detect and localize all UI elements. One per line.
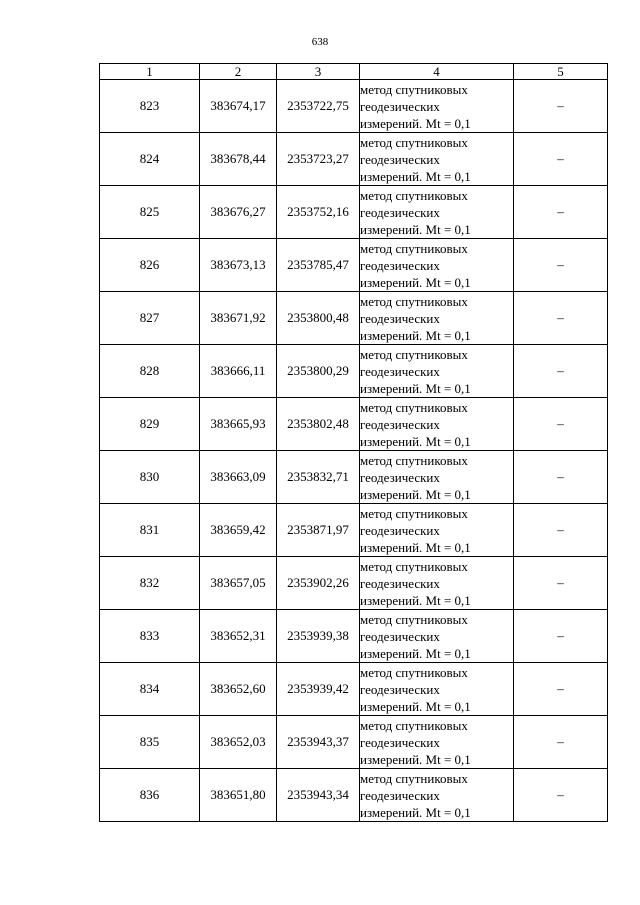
method-line: измерений. Mt = 0,1 (360, 274, 471, 290)
table-row (100, 80, 608, 133)
method-line: геодезических (360, 98, 440, 114)
method-line: метод спутниковых (360, 505, 468, 521)
note-cell: – (514, 451, 608, 504)
method-cell (360, 186, 514, 239)
method-line: геодезических (360, 151, 440, 167)
point-number-cell: 824 (100, 133, 200, 186)
table-body (100, 80, 608, 822)
x-coordinate-cell: 383652,31 (200, 610, 277, 663)
table-row (100, 345, 608, 398)
note-cell: – (514, 504, 608, 557)
point-number-cell: 827 (100, 292, 200, 345)
note-cell: – (514, 345, 608, 398)
method-line: измерений. Mt = 0,1 (360, 645, 471, 661)
y-coordinate-cell: 2353902,26 (277, 557, 360, 610)
coordinates-table (99, 63, 608, 822)
table-row (100, 716, 608, 769)
table-row (100, 557, 608, 610)
x-coordinate-cell: 383674,17 (200, 80, 277, 133)
y-coordinate-cell: 2353832,71 (277, 451, 360, 504)
table-header (100, 64, 608, 80)
method-line: геодезических (360, 310, 440, 326)
method-line: геодезических (360, 257, 440, 273)
header-col-4: 4 (360, 64, 514, 80)
method-line: измерений. Mt = 0,1 (360, 115, 471, 131)
note-cell: – (514, 398, 608, 451)
x-coordinate-cell: 383652,03 (200, 716, 277, 769)
point-number-cell: 828 (100, 345, 200, 398)
table-row (100, 186, 608, 239)
method-line: метод спутниковых (360, 134, 468, 150)
table-row (100, 663, 608, 716)
x-coordinate-cell: 383651,80 (200, 769, 277, 822)
note-cell: – (514, 292, 608, 345)
point-number-cell: 830 (100, 451, 200, 504)
point-number-cell: 835 (100, 716, 200, 769)
x-coordinate-cell: 383678,44 (200, 133, 277, 186)
point-number-cell: 834 (100, 663, 200, 716)
y-coordinate-cell: 2353723,27 (277, 133, 360, 186)
method-line: метод спутниковых (360, 399, 468, 415)
method-line: измерений. Mt = 0,1 (360, 433, 471, 449)
x-coordinate-cell: 383665,93 (200, 398, 277, 451)
point-number-cell: 836 (100, 769, 200, 822)
method-line: измерений. Mt = 0,1 (360, 221, 471, 237)
method-cell (360, 610, 514, 663)
method-cell (360, 451, 514, 504)
table-row (100, 398, 608, 451)
note-cell: – (514, 610, 608, 663)
table-row (100, 504, 608, 557)
method-cell (360, 398, 514, 451)
method-line: метод спутниковых (360, 452, 468, 468)
method-line: измерений. Mt = 0,1 (360, 539, 471, 555)
table-row (100, 239, 608, 292)
y-coordinate-cell: 2353939,38 (277, 610, 360, 663)
method-line: метод спутниковых (360, 770, 468, 786)
method-line: геодезических (360, 522, 440, 538)
x-coordinate-cell: 383657,05 (200, 557, 277, 610)
method-line: геодезических (360, 416, 440, 432)
method-line: геодезических (360, 787, 440, 803)
note-cell: – (514, 186, 608, 239)
x-coordinate-cell: 383673,13 (200, 239, 277, 292)
method-line: метод спутниковых (360, 664, 468, 680)
method-line: метод спутниковых (360, 240, 468, 256)
method-line: измерений. Mt = 0,1 (360, 327, 471, 343)
method-line: геодезических (360, 681, 440, 697)
point-number-cell: 826 (100, 239, 200, 292)
x-coordinate-cell: 383666,11 (200, 345, 277, 398)
method-cell (360, 504, 514, 557)
note-cell: – (514, 80, 608, 133)
method-line: метод спутниковых (360, 717, 468, 733)
note-cell: – (514, 769, 608, 822)
point-number-cell: 825 (100, 186, 200, 239)
header-row (100, 64, 608, 80)
method-line: геодезических (360, 628, 440, 644)
method-line: измерений. Mt = 0,1 (360, 168, 471, 184)
method-line: метод спутниковых (360, 81, 468, 97)
table-row (100, 610, 608, 663)
point-number-cell: 833 (100, 610, 200, 663)
y-coordinate-cell: 2353871,97 (277, 504, 360, 557)
x-coordinate-cell: 383659,42 (200, 504, 277, 557)
table-row (100, 451, 608, 504)
method-cell (360, 292, 514, 345)
method-cell (360, 557, 514, 610)
header-col-3: 3 (277, 64, 360, 80)
x-coordinate-cell: 383676,27 (200, 186, 277, 239)
x-coordinate-cell: 383671,92 (200, 292, 277, 345)
header-col-2: 2 (200, 64, 277, 80)
method-line: метод спутниковых (360, 611, 468, 627)
method-line: геодезических (360, 575, 440, 591)
method-cell (360, 345, 514, 398)
method-line: измерений. Mt = 0,1 (360, 751, 471, 767)
method-line: измерений. Mt = 0,1 (360, 380, 471, 396)
method-line: метод спутниковых (360, 346, 468, 362)
method-cell (360, 80, 514, 133)
point-number-cell: 832 (100, 557, 200, 610)
method-cell (360, 663, 514, 716)
y-coordinate-cell: 2353752,16 (277, 186, 360, 239)
y-coordinate-cell: 2353800,29 (277, 345, 360, 398)
point-number-cell: 823 (100, 80, 200, 133)
y-coordinate-cell: 2353943,37 (277, 716, 360, 769)
method-cell (360, 769, 514, 822)
note-cell: – (514, 663, 608, 716)
y-coordinate-cell: 2353939,42 (277, 663, 360, 716)
method-line: измерений. Mt = 0,1 (360, 486, 471, 502)
table-row (100, 133, 608, 186)
note-cell: – (514, 133, 608, 186)
method-line: измерений. Mt = 0,1 (360, 592, 471, 608)
y-coordinate-cell: 2353943,34 (277, 769, 360, 822)
method-cell (360, 133, 514, 186)
table-row (100, 292, 608, 345)
note-cell: – (514, 716, 608, 769)
method-cell (360, 239, 514, 292)
note-cell: – (514, 557, 608, 610)
note-cell: – (514, 239, 608, 292)
y-coordinate-cell: 2353800,48 (277, 292, 360, 345)
method-cell (360, 716, 514, 769)
y-coordinate-cell: 2353785,47 (277, 239, 360, 292)
table-row (100, 769, 608, 822)
page-number: 638 (311, 36, 329, 48)
method-line: метод спутниковых (360, 558, 468, 574)
header-col-5: 5 (514, 64, 608, 80)
method-line: метод спутниковых (360, 293, 468, 309)
point-number-cell: 831 (100, 504, 200, 557)
method-line: измерений. Mt = 0,1 (360, 698, 471, 714)
method-line: геодезических (360, 204, 440, 220)
method-line: геодезических (360, 469, 440, 485)
method-line: метод спутниковых (360, 187, 468, 203)
x-coordinate-cell: 383652,60 (200, 663, 277, 716)
method-line: геодезических (360, 363, 440, 379)
method-line: геодезических (360, 734, 440, 750)
header-col-1: 1 (100, 64, 200, 80)
point-number-cell: 829 (100, 398, 200, 451)
x-coordinate-cell: 383663,09 (200, 451, 277, 504)
y-coordinate-cell: 2353722,75 (277, 80, 360, 133)
y-coordinate-cell: 2353802,48 (277, 398, 360, 451)
method-line: измерений. Mt = 0,1 (360, 804, 471, 820)
